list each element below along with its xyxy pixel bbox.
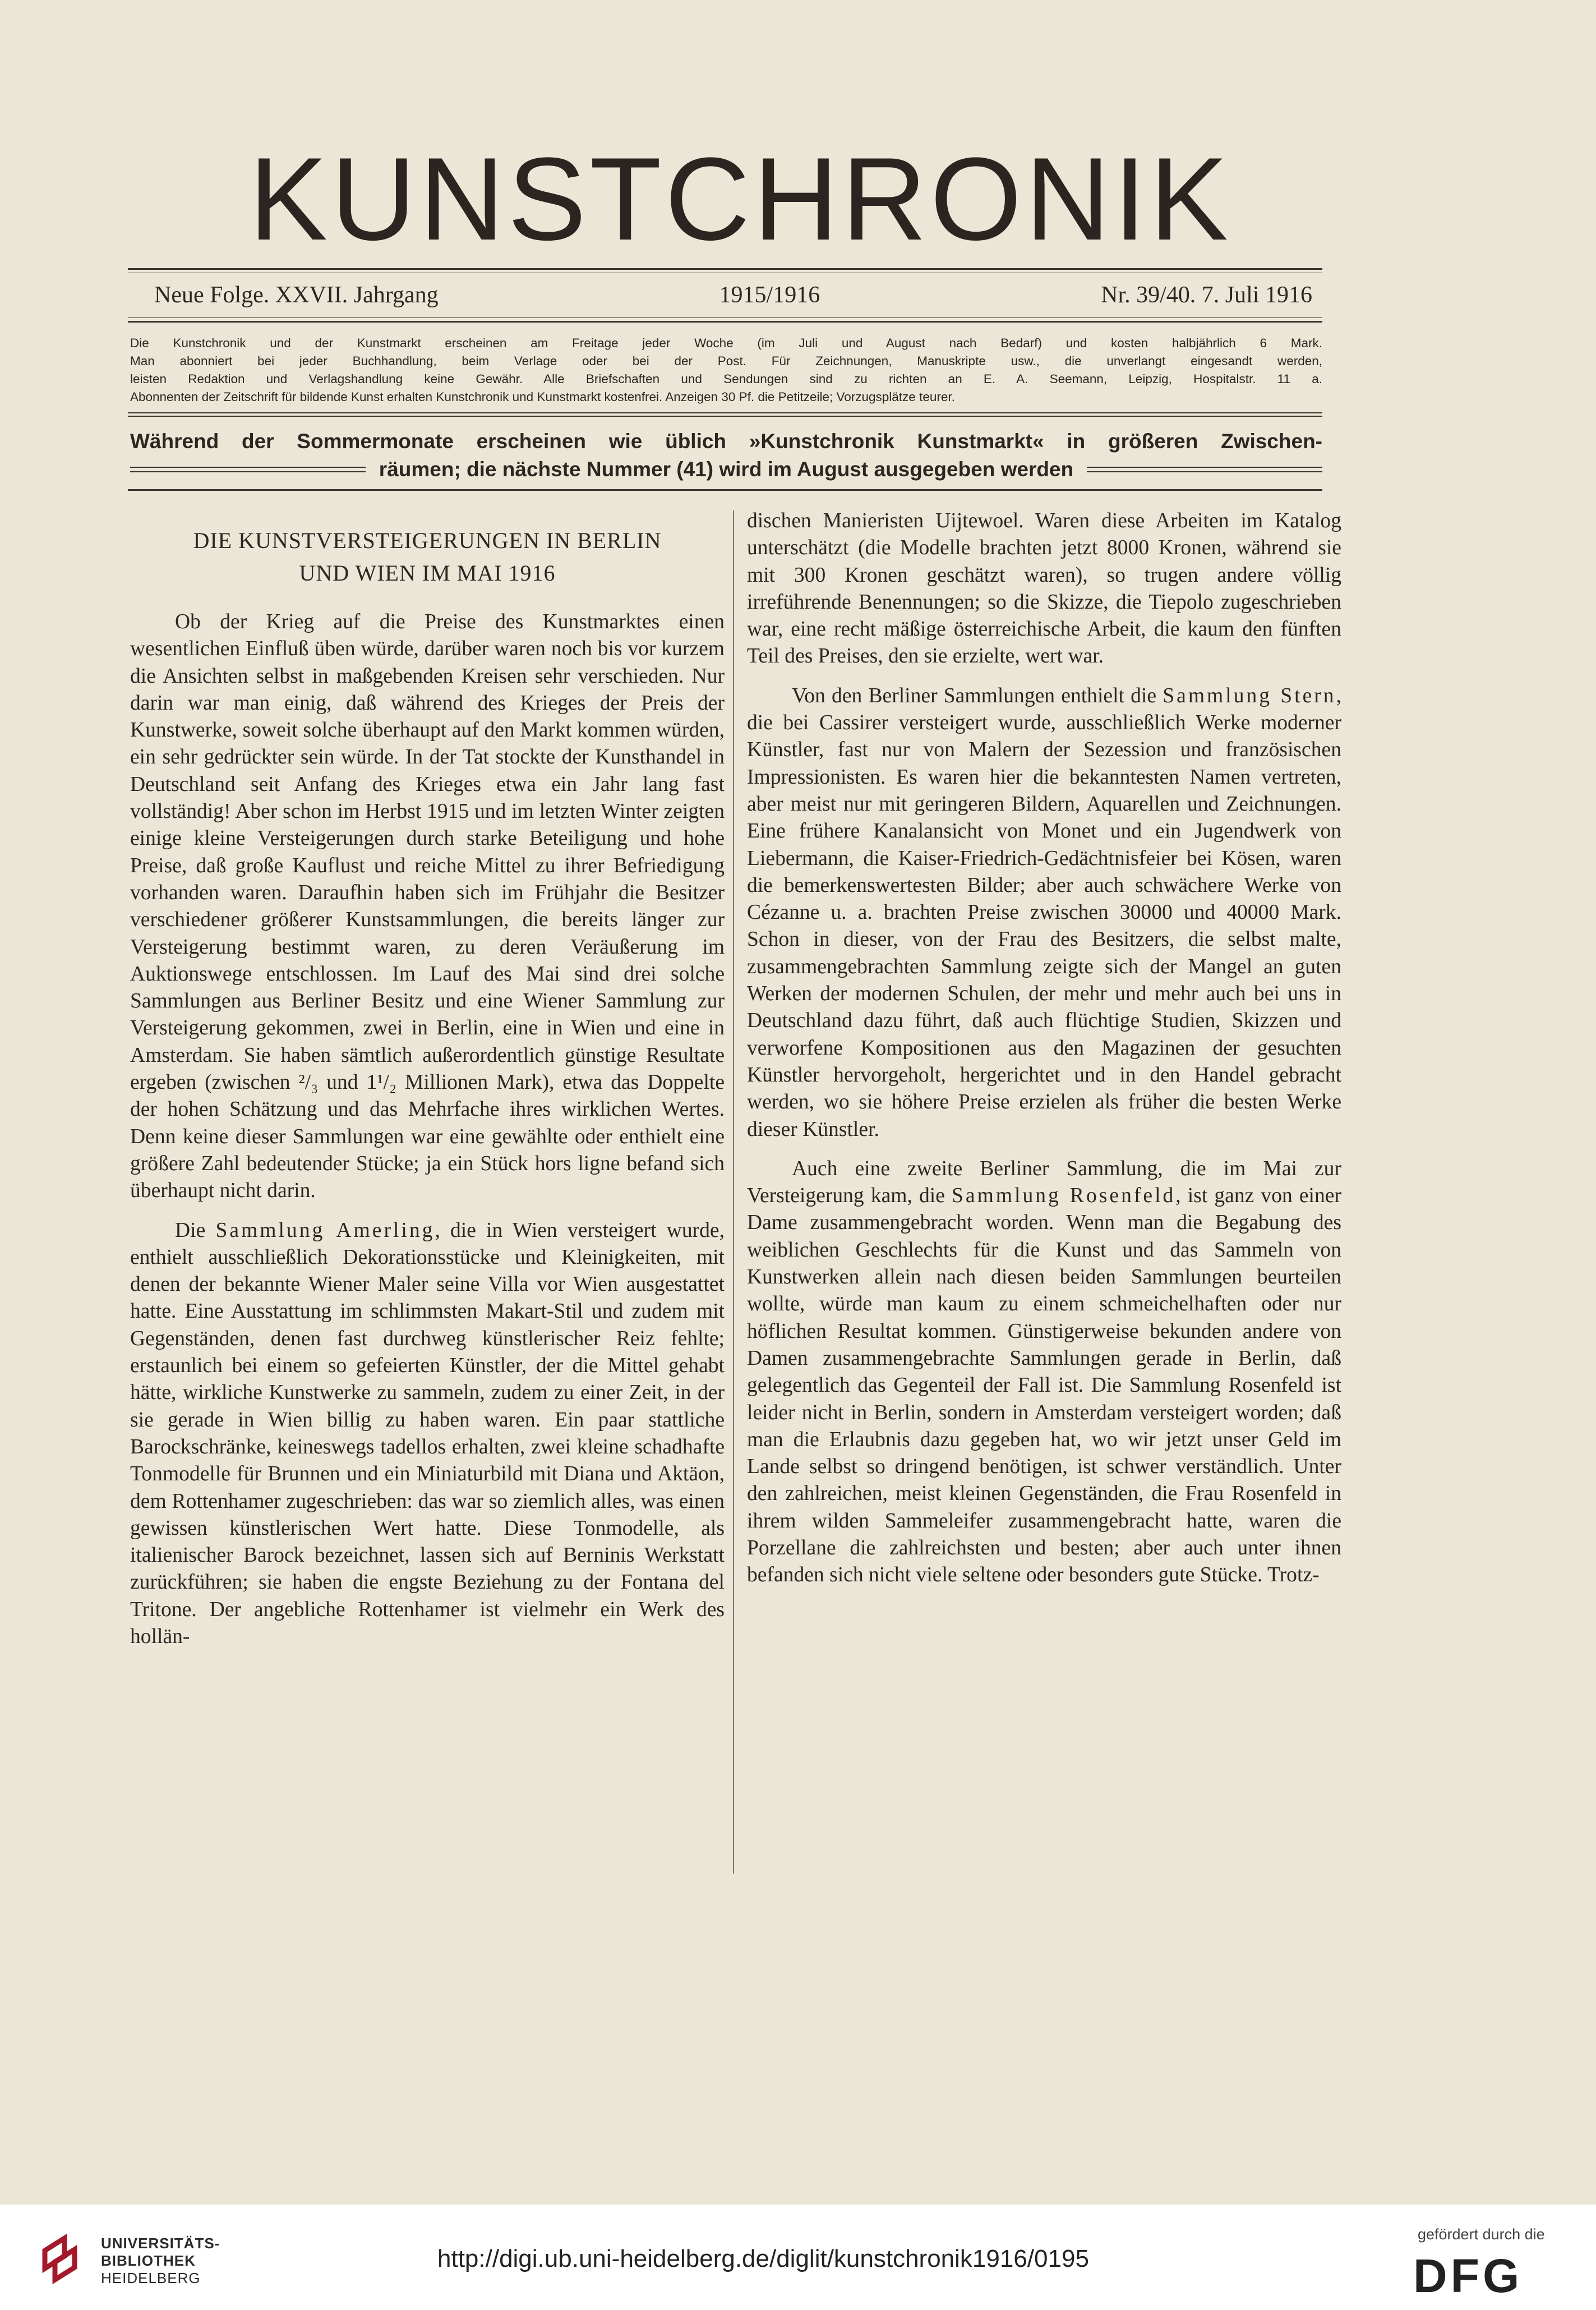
text-run: , die bei Cassirer versteigert wurde, ausschließlich Werke moderner Künstler, fast nur von Malern der Sezession und französischen Impressionisten. Es waren hier die bekanntesten Namen vertreten, aber meist nur mit geringeren Bildern, Aquarellen und Zeichnungen. Eine frühere Kanalansicht von Monet und ein Jugendwerk von Liebermann, die Kaiser-Friedrich-Gedächtnisfeier bei Kösen, waren die bemerkenswertesten Bilder; aber auch schwächere Werke von Cézanne u. a. brachten Preise zwischen 30000 und 40000 Mark. Schon in dieser, von der Frau des Besitzers, die selbst malte, zusammengebrachten Sammlung zeigte sich der Mangel an guten Werken der modernen Schulen, der mehr und mehr auch bei uns in Deutschland dazu führt, daß auch flüchtige Studien, Skizzen und verworfene Kompositionen aus den Magazinen der gesuchten Künstler hervorgeholt, hergerichtet und in den Handel gebracht werden, wo sie höhere Preise erzielen als früher die besten Werke dieser Künstler. — [747, 684, 1341, 1141]
banner-line-2-wrap — [130, 455, 1322, 484]
paragraph — [747, 1156, 1341, 1589]
collection-name: Sammlung Stern — [1163, 684, 1336, 707]
notice-rule-top — [128, 412, 1322, 413]
notice-line: leisten Redaktion und Verlagshandlung keine Gewähr. Alle Briefschaften und Sendungen sind zu richten an E. A. Seemann, Leipzig, Hospitalstr. 11 a. — [130, 372, 1322, 386]
text-run: Die — [175, 1218, 216, 1242]
notice-line: Abonnenten der Zeitschrift für bildende Kunst erhalten Kunstchronik und Kunstmarkt kostenfrei. Anzeigen 30 Pf. die Petitzeile; Vorzugsplätze teurer. — [130, 390, 955, 404]
library-name-line-1: UNIVERSITÄTS- — [101, 2235, 220, 2252]
collection-name: Sammlung Amerling — [215, 1218, 435, 1242]
column-right — [747, 508, 1341, 1602]
text-run: Von den Berliner Sammlungen enthielt die — [792, 684, 1163, 707]
notice-rule-top-2 — [128, 416, 1322, 417]
subscription-notice — [130, 334, 1322, 406]
logo-strokes — [45, 2238, 75, 2280]
paragraph: Ob der Krieg auf die Preise des Kunstmarktes einen wesentlichen Einfluß üben würde, darüber waren noch bis vor kurzem die Ansichten selbst in maßgebenden Kreisen sehr verschieden. Nur darin war man einig, daß während des Krieges der Preis der Kunstwerke, soweit solche überhaupt auf den Markt kommen würden, ein sehr gedrückter sein würde. In der Tat stockte der Kunsthandel in Deutschland seit Anfang des Krieges etwa ein Jahr lang fast vollständig! Aber schon im Herbst 1915 und im letzten Winter zeigten einige kleine Versteigerungen durch starke Beteiligung und hohe Preise, daß große Kauflust und reiche Mittel zu ihrer Befriedigung vorhanden waren. Daraufhin haben sich im Frühjahr die Besitzer verschiedener größerer Kunstsammlungen, die bereits länger zur Versteigerung bestimmt waren, zu deren Veräußerung im Auktionswege entschlossen. Im Lauf des Mai sind drei solche Sammlungen aus Berliner Besitz und eine Wiener Sammlung zur Versteigerung gekommen, zwei in Berlin, eine in Wien und eine in Amsterdam. Sie haben sämtlich außerordentlich günstige Resultate ergeben (zwischen ²/₃ und 1¹/₂ Millionen Mark), etwa das Doppelte der hohen Schätzung und das Mehrfache ihres wirklichen Wertes. Denn keine dieser Sammlungen war eine gewählte oder enthielt eine größere Zahl bedeutender Stücke; ja ein Stück hors ligne befand sich überhaupt nicht darin. — [130, 610, 725, 1203]
masthead-title: KUNSTCHRONIK — [248, 133, 1232, 265]
paragraph — [130, 1217, 725, 1651]
dfg-logo-text: DFG — [1413, 2256, 1523, 2295]
article-title-line-1: DIE KUNSTVERSTEIGERUNGEN IN BERLIN — [193, 528, 662, 553]
series-label: Neue Folge. XXVII. Jahrgang — [154, 282, 439, 308]
article-title — [130, 524, 725, 590]
text-run: , ist ganz von einer Dame zusammengebracht worden. Wenn man die Begabung des weiblichen Geschlechts für die Kunst und das Sammeln von Kunstwerken allein nach diesen beiden Sammlungen beurteilen wollte, würde man kaum zu einem schmeichelhaften oder nur höflichen Resultat kommen. Günstigerweise bekunden andere von Damen zusammengebrachte Sammlungen gerade in Berlin, daß gelegentlich das Gegenteil der Fall ist. Die Sammlung Rosenfeld ist leider nicht in Berlin, sondern in Amsterdam versteigert worden; daß man die Erlaubnis dazu gegeben hat, wo wir jetzt unser Geld im Lande selbst so dringend benötigen, ist schwer verständlich. Unter den zahlreichen, meist kleinen Gegenständen, die Frau Rosenfeld in ihrem wilden Sammeleifer zusammengebracht hatte, waren die Porzellane die zahlreichsten und besten; aber auch unter ihnen befanden sich nicht viele seltene oder besonders gute Stücke. Trotz- — [747, 1184, 1341, 1587]
collection-name: Sammlung Rosenfeld — [951, 1184, 1176, 1208]
notice-line: Die Kunstchronik und der Kunstmarkt erscheinen am Freitage jeder Woche (im Juli und August nach Bedarf) und kosten halbjährlich 6 Mark. — [130, 336, 1322, 350]
article-title-line-2: UND WIEN IM MAI 1916 — [299, 560, 556, 586]
funding-note: gefördert durch die — [1418, 2226, 1545, 2243]
paragraph: dischen Manieristen Uijtewoel. Waren diese Arbeiten im Katalog unterschätzt (die Modelle brachten jetzt 8000 Kronen, während sie mit 300 Kronen geschätzt waren), so trugen andere völlig irreführende Benennungen; so die Skizze, die Tiepolo zugeschrieben war, eine recht mäßige österreichische Arbeit, die kaum den fünften Teil des Preises, den sie erzielte, wert war. — [747, 509, 1341, 668]
digitization-footer — [0, 2205, 1596, 2310]
dfg-logo-icon — [1413, 2256, 1565, 2295]
header-rule-bottom — [128, 321, 1322, 323]
banner-ornament-rule-left — [130, 467, 366, 472]
banner-ornament-rule-right — [1087, 467, 1322, 472]
text-run: Auch eine zweite Berliner Sammlung, die im Mai zur Versteigerung kam, die — [747, 1157, 1341, 1208]
university-library-logo-icon — [39, 2234, 90, 2285]
banner-line-1: Während der Sommermonate erscheinen wie üblich »Kunstchronik Kunstmarkt« in größeren Zwischen- — [130, 430, 1322, 453]
header-rule-top — [128, 268, 1322, 270]
banner-line-2: räumen; die nächste Nummer (41) wird im August ausgegeben werden — [379, 458, 1074, 481]
issue-number-date: Nr. 39/40. 7. Juli 1916 — [1101, 282, 1312, 308]
banner-rule-bottom — [128, 489, 1322, 491]
library-name-line-3: HEIDELBERG — [101, 2270, 201, 2286]
library-name-line-2: BIBLIOTHEK — [101, 2252, 196, 2269]
column-left — [130, 508, 725, 1663]
header-rule-bottom-thin — [128, 317, 1322, 318]
volume-years: 1915/1916 — [719, 282, 820, 308]
notice-line: Man abonniert bei jeder Buchhandlung, beim Verlage oder bei der Post. Für Zeichnungen, Manuskripte usw., die unverlangt eingesandt werden, — [130, 354, 1322, 368]
column-divider — [733, 510, 734, 1874]
text-run: , die in Wien versteigert wurde, enthielt ausschließlich Dekorationsstücke und Kleinigkeiten, mit denen der bekannte Wiener Maler seine Villa vor Wien ausgestattet hatte. Eine Ausstattung im schlimmsten Makart-Stil und zudem mit Gegenständen, denen fast durchweg künstlerischer Reiz fehlte; erstaunlich bei einem so gefeierten Künstler, der die Mittel gehabt hätte, wirkliche Kunstwerke zu sammeln, zudem zu einer Zeit, in der sie gerade in Wien billig zu haben waren. Ein paar stattliche Barockschränke, keineswegs tadellos erhalten, zwei kleine schadhafte Tonmodelle für Brunnen und ein Miniaturbild mit Diana und Aktäon, dem Rottenhamer zugeschrieben: das war so ziemlich alles, was einen gewissen künstlerischen Wert hatte. Diese Tonmodelle, als italienischer Barock bezeichnet, lassen sich auf Berninis Werkstatt zurückführen; sie haben die engste Beziehung zu der Fontana del Tritone. Der angebliche Rottenhamer ist vielmehr ein Werk des hollän- — [130, 1218, 725, 1648]
library-name — [101, 2235, 220, 2287]
permalink-url[interactable]: http://digi.ub.uni-heidelberg.de/diglit/kunstchronik1916/0195 — [437, 2245, 1089, 2272]
summer-banner — [130, 427, 1322, 484]
issue-line — [154, 278, 1312, 312]
paragraph — [747, 683, 1341, 1143]
